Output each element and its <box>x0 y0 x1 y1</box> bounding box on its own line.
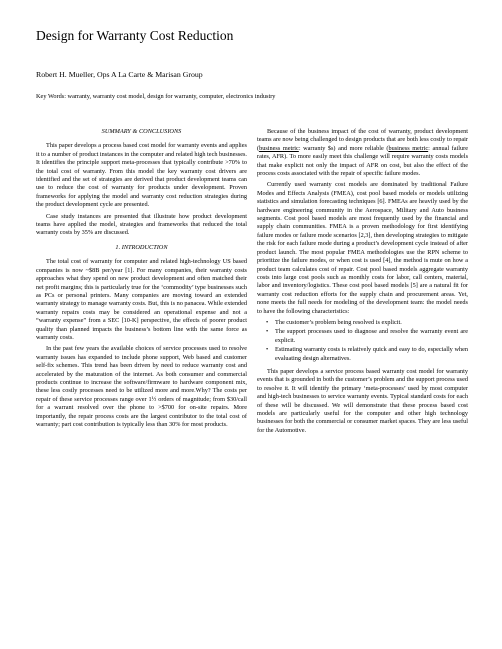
left-column <box>36 128 247 432</box>
intro-paragraph: The total cost of warranty for computer and related high-technology US based companies is now ~$8B per/year [1]. For many companies, their warranty costs approaches what they spend on new product development and often matched their net profit margins; this is particularly true for the ‘commodity’ type businesses such as PCs or personal printers. Many companies are moving toward an extended warranty strategy to manage warranty costs. But, this is no panacea. While extended warranty repairs costs may be considered an operational expense and not a “warranty expense” from a SEC [10-K] perspective, the effects of poorer product quality than planned impacts the business’s bottom line with the same force as warranty costs. <box>36 258 247 341</box>
list-item: • The support processes used to diagnose and resolve the warranty event are explicit. <box>275 328 468 345</box>
text-span: : warranty $s) and more reliable ( <box>298 144 389 152</box>
underlined-term: business metric <box>259 144 299 152</box>
underlined-term: business metric <box>388 144 429 152</box>
body-paragraph: Currently used warranty cost models are dominated by traditional Failure Modes and Effects Analysis (FMEA), cost pool based models or models utilizing statistics and simulation forecasting techniques [6]. FMEAs are heavily used by the hardware engineering community in the Aerospace, Military and Auto business segments. Cost pool based models are most frequently used by the financial and supply chain communities. FMEA is a proven methodology for first identifying failure modes or failure mode scenarios [2,3], then developing strategies to mitigate the risk for each failure mode during a product’s development cycle instead of after product launch. The most popular FMEA methodologies use the RPN scheme to prioritize the failure modes, or when cost is used [4], the method is mute on how a product team calculates cost of repair. Cost pool based models aggregate warranty costs into large cost pools such as monthly costs for labor, call centers, material, labor and inventory/logistics. These cost pool based models [5] are a natural fit for warranty cost reduction efforts for the supply chain and procurement areas. Yet, none meets the full needs for modeling of the development team: the model needs to have the following characteristics: <box>257 181 468 315</box>
body-paragraph <box>257 128 468 178</box>
body-paragraph: This paper develops a service process based warranty cost model for warranty events that is grounded in both the customer’s problem and the support process used to resolve it. It will identify the primary ‘meta-processes’ used by most computer and high-tech businesses to service warranty events. Typical standard costs for each of these will be discussed. We will demonstrate that these process based cost models are particularly useful for the computer and other high technology businesses for both the commercial or consumer market spaces. They are less useful for the Automotive. <box>257 367 468 434</box>
paper-title: Design for Warranty Cost Reduction <box>36 28 234 43</box>
summary-paragraph: This paper develops a process based cost model for warranty events and applies it to a number of product instances in the computer and related high tech businesses. It identifies the principle support meta-processes that typically contribute >70% to the total cost of warranty. From this model the key warranty cost drivers are identified and the set of strategies are derived that product development teams can use to reduce the cost of warranty for products under development. Proven frameworks for applying the model and warranty cost reduction strategies during the product development cycle are presented. <box>36 142 247 209</box>
summary-paragraph: Case study instances are presented that illustrate how product development teams have applied the model, strategies and frameworks that reduced the total warranty costs by 35% are discussed. <box>36 212 247 237</box>
summary-heading: SUMMARY & CONCLUSIONS <box>101 128 182 135</box>
paper-authors: Robert H. Mueller, Ops A La Carte & Marisan Group <box>36 70 203 79</box>
list-item: • The customer’s problem being resolved is explicit. <box>275 319 468 327</box>
text-span: : annual failure rates, AFR). To more easily meet this challenge will require warranty costs models that make explicit not only the impact of AFR on cost, but also the effect of the process costs associated with the repair of specific failure modes. <box>257 144 468 178</box>
list-item: • Estimating warranty costs is relatively quick and easy to do, especially when evaluating design alternatives. <box>275 346 468 363</box>
introduction-heading: 1. INTRODUCTION <box>115 243 168 251</box>
text-span: Because of the business impact of the cost of warranty, product development teams are now being challenged to design products that are both less costly to repair ( <box>257 128 468 152</box>
characteristics-list <box>257 319 468 363</box>
intro-paragraph: In the past few years the available choices of service processes used to resolve warranty issues has expanded to include phone support, Web based and customer self-fix schemes. This trend has been driven by need to reduce warranty cost and accelerated by the maturation of the internet. As both consumer and commercial products continue to increase the software/firmware to hardware component mix, these less costly processes need to be utilized more and more.Why? The costs per repair of these service processes range over 1½ orders of magnitude; from $30/call for a warrant resolved over the phone to >$700 for on-site repairs. More importantly, the repair process costs are the largest contributor to the total cost of warranty; part cost contribution is typically less than 30% for most products. <box>36 345 247 428</box>
right-column <box>257 128 468 438</box>
paper-keywords: Key Words: warranty, warranty cost model, design for warranty, computer, electronics industry <box>36 93 276 100</box>
